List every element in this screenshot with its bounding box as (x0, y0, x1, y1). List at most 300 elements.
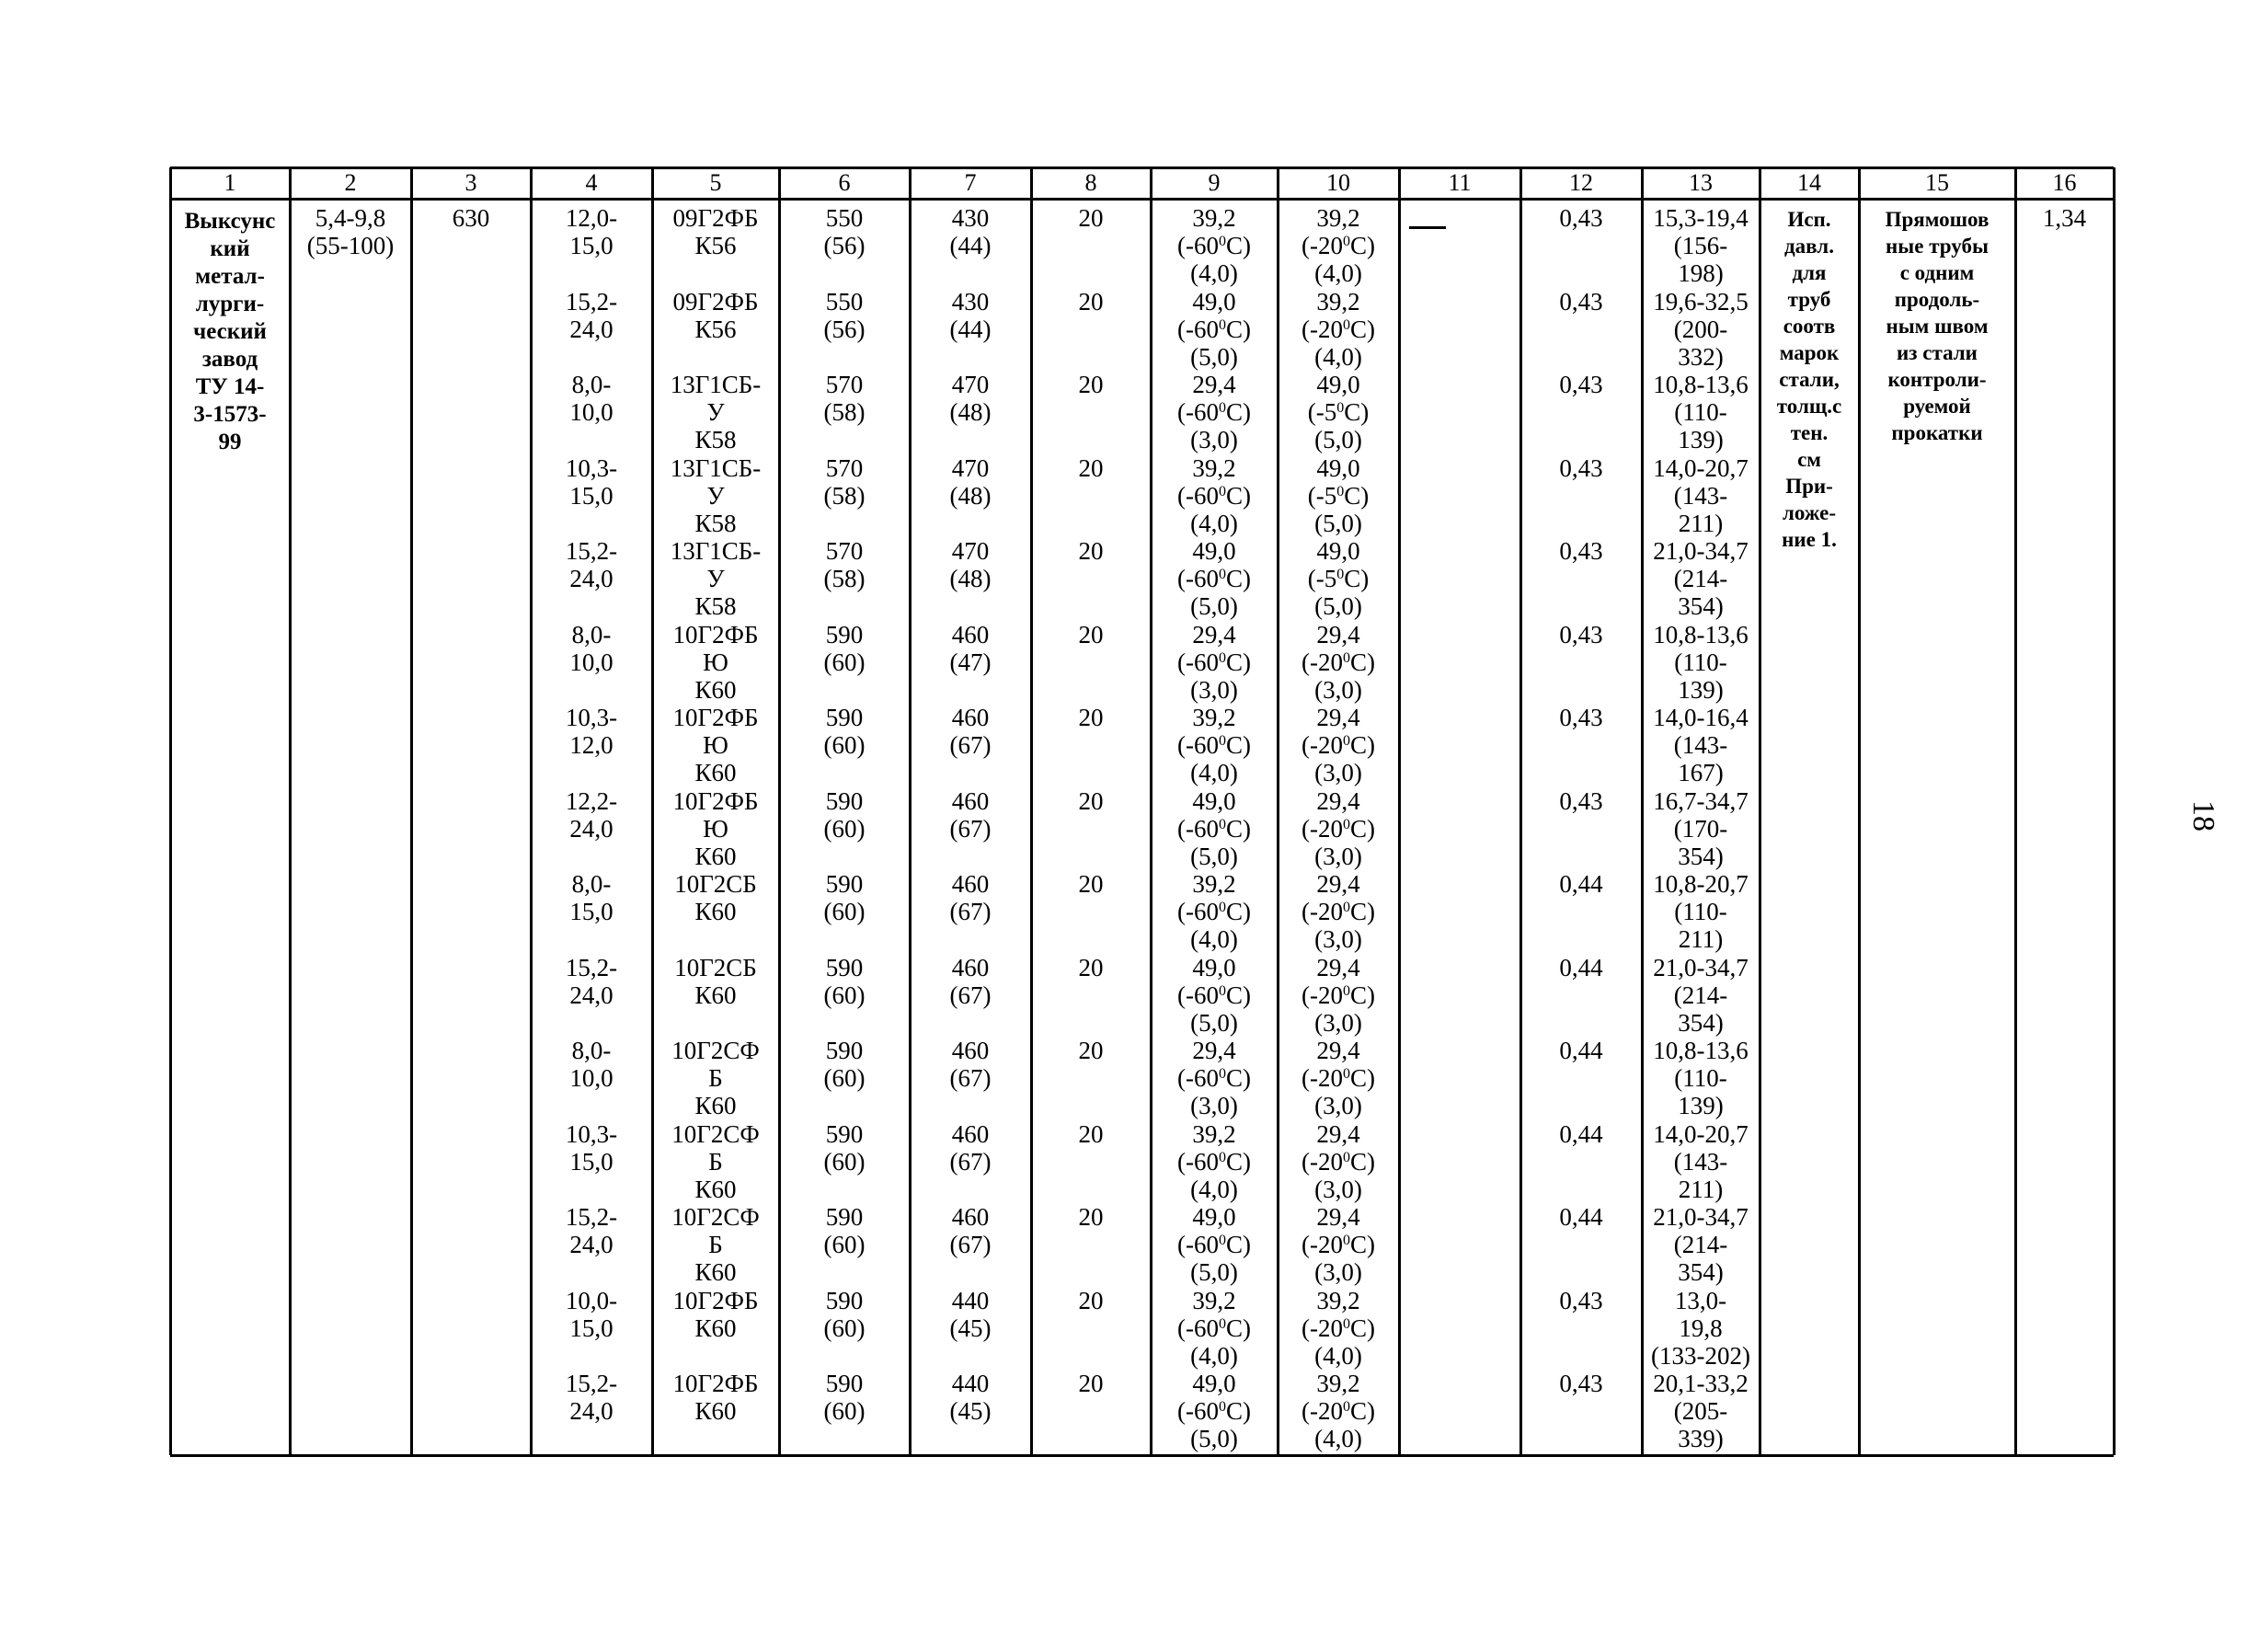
steel-grade-cell-line: К60 (694, 898, 737, 925)
steel-grade-cell (652, 454, 779, 537)
steel-grade-cell-line: Ю (703, 731, 728, 759)
steel-grade-cell (652, 537, 779, 620)
tensile-strength-cell (779, 787, 910, 843)
carbon-equivalent-cell-line: 0,43 (1559, 371, 1603, 398)
yield-strength-cell (910, 1203, 1031, 1258)
impact-kcv-cell-line: (3,0) (1314, 1092, 1362, 1119)
thickness-cell-line: 12,2- (565, 786, 618, 815)
steel-grade-cell-line: Ю (703, 648, 728, 676)
tensile-strength-cell-line: (60) (823, 1231, 866, 1258)
test-pressure-note-cell-line: давл. (1784, 235, 1834, 258)
impact-kcv-cell-line (1278, 1064, 1399, 1092)
test-pressure-cell-line: (214- (1673, 981, 1728, 1009)
elongation-cell (1031, 371, 1151, 398)
impact-kcu-cell-temp: (-60 (1177, 731, 1219, 759)
yield-strength-cell (910, 204, 1031, 259)
steel-grade-cell-line: К56 (694, 232, 737, 259)
impact-kcu-cell (1151, 454, 1278, 537)
steel-grade-cell-line: К58 (694, 426, 737, 453)
tensile-strength-cell (779, 954, 910, 1009)
impact-kcu-cell-line (1151, 398, 1278, 426)
yield-strength-cell (910, 454, 1031, 510)
tensile-strength-cell (779, 870, 910, 925)
temp-unit: C) (1349, 981, 1375, 1009)
degree-sign: 0 (1218, 483, 1226, 499)
test-pressure-note-cell-line: см (1797, 448, 1821, 471)
test-pressure-cell-line: 10,8-13,6 (1653, 371, 1749, 398)
elongation-cell-line: 20 (1078, 371, 1104, 398)
degree-sign: 0 (1218, 234, 1226, 249)
impact-kcv-cell-line: (3,0) (1314, 1258, 1362, 1286)
yield-strength-cell (910, 371, 1031, 426)
degree-sign: 0 (1218, 733, 1226, 749)
manufacturer-cell-line: 3-1573- (193, 402, 267, 427)
impact-kcv-cell-line: (3,0) (1314, 842, 1362, 870)
impact-kcv-cell-temp: (-20 (1302, 981, 1343, 1009)
impact-kcv-cell-temp: (-20 (1302, 232, 1343, 259)
temp-unit: C) (1349, 1231, 1375, 1258)
thickness-cell-line: 8,0- (571, 1037, 612, 1064)
impact-kcv-cell-line: 39,2 (1316, 204, 1360, 232)
impact-kcu-cell-line: (5,0) (1190, 592, 1238, 620)
test-pressure-note-cell-line: марок (1779, 341, 1840, 364)
pipe-description-cell-line: Прямошов (1885, 208, 1990, 231)
carbon-equivalent-cell-line: 0,44 (1559, 1037, 1603, 1064)
test-pressure-cell-line: 20,1-33,2 (1653, 1370, 1749, 1397)
header-cell-9: 9 (1208, 169, 1221, 196)
impact-kcu-cell-line: 29,4 (1192, 620, 1236, 648)
impact-kcu-cell-line: (5,0) (1190, 1425, 1238, 1452)
thickness-cell (531, 204, 652, 259)
elongation-cell-line: 20 (1078, 1203, 1104, 1231)
tensile-strength-cell (779, 204, 910, 259)
yield-strength-cell-line: (45) (949, 1397, 992, 1425)
temp-unit: C) (1349, 731, 1375, 759)
yield-strength-cell-line: (48) (949, 481, 992, 510)
carbon-equivalent-cell (1520, 704, 1642, 731)
pipe-description-cell (1859, 206, 2015, 446)
impact-kcu-cell (1151, 954, 1278, 1037)
temp-unit: C) (1225, 1231, 1251, 1258)
test-pressure-note-cell-line: тен. (1790, 421, 1829, 444)
thickness-cell (531, 288, 652, 343)
temp-unit: C) (1225, 232, 1251, 259)
carbon-equivalent-cell-line: 0,44 (1559, 1203, 1603, 1231)
degree-sign: 0 (1342, 816, 1350, 832)
degree-sign: 0 (1342, 1233, 1350, 1248)
carbon-equivalent-cell (1520, 787, 1642, 815)
impact-kcu-cell-line (1151, 731, 1278, 759)
tensile-strength-cell (779, 371, 910, 426)
thickness-cell-line: 10,3- (565, 1119, 618, 1148)
elongation-cell-line: 20 (1078, 287, 1104, 315)
test-pressure-cell-line: 211) (1678, 925, 1724, 953)
degree-sign: 0 (1218, 900, 1226, 915)
yield-strength-cell (910, 288, 1031, 343)
test-pressure-cell-line: (110- (1674, 648, 1727, 676)
tensile-strength-cell (779, 1037, 910, 1092)
impact-kcu-cell-line (1151, 898, 1278, 925)
steel-grade-cell-line: К60 (694, 842, 737, 870)
steel-grade-cell (652, 621, 779, 704)
impact-kcv-cell-line: (5,0) (1314, 509, 1362, 537)
thickness-cell (531, 787, 652, 843)
impact-kcv-cell (1278, 1120, 1399, 1203)
grid-vline (2113, 167, 2116, 1455)
test-pressure-cell-line: 14,0-16,4 (1653, 704, 1749, 731)
yield-strength-cell-line: (67) (949, 731, 992, 759)
impact-kcu-cell-line: (3,0) (1190, 1092, 1238, 1119)
pipe-description-cell-line: продоль- (1894, 288, 1980, 311)
temp-unit: C) (1225, 814, 1251, 843)
tensile-strength-cell-line: (60) (823, 1397, 866, 1425)
impact-kcv-cell-line: (3,0) (1314, 675, 1362, 704)
steel-grade-cell-line: К60 (694, 675, 737, 704)
yield-strength-cell-line: (67) (949, 1231, 992, 1258)
impact-kcv-cell-line: 29,4 (1316, 620, 1360, 648)
impact-kcv-cell-line: (3,0) (1314, 759, 1362, 786)
thickness-cell-line: 8,0- (571, 870, 612, 898)
yield-strength-cell-line: 460 (951, 704, 990, 731)
yield-strength-cell-line: (67) (949, 898, 992, 925)
carbon-equivalent-cell (1520, 1120, 1642, 1148)
test-pressure-note-cell-line: труб (1787, 288, 1831, 311)
impact-kcu-cell-temp: (-60 (1177, 315, 1219, 343)
impact-kcu-cell (1151, 288, 1278, 371)
elongation-cell (1031, 1287, 1151, 1314)
thickness-cell-line: 8,0- (571, 371, 612, 398)
thickness-cell-line: 15,0 (569, 898, 613, 925)
thickness-cell-line: 15,0 (569, 1147, 613, 1176)
pipe-description-cell-line: руемой (1903, 395, 1971, 418)
test-pressure-note-cell-line: соотв (1783, 315, 1836, 338)
tensile-strength-cell-line: 590 (825, 870, 864, 898)
impact-kcv-cell (1278, 1203, 1399, 1286)
impact-kcv-cell-line (1278, 398, 1399, 426)
degree-sign: 0 (1218, 1066, 1226, 1082)
manufacturer-cell-line: метал- (195, 264, 265, 289)
temp-unit: C) (1225, 898, 1251, 925)
temp-unit: C) (1225, 1064, 1251, 1092)
degree-sign: 0 (1218, 400, 1226, 416)
test-pressure-cell-line: 339) (1678, 1425, 1724, 1452)
yield-strength-cell (910, 1120, 1031, 1176)
manufacturer-cell-line: ческий (193, 319, 267, 344)
tensile-strength-cell-line: 590 (825, 1119, 864, 1148)
steel-grade-cell-line: 10Г2СФ (671, 1203, 760, 1231)
test-pressure-cell-line: 354) (1678, 592, 1724, 620)
carbon-equivalent-cell (1520, 288, 1642, 315)
temp-unit: C) (1225, 731, 1251, 759)
impact-kcv-cell-line (1278, 565, 1399, 592)
carbon-equivalent-cell (1520, 1203, 1642, 1231)
steel-grade-cell-line: 10Г2ФБ (672, 1370, 759, 1397)
tensile-strength-cell-line: (60) (823, 1147, 866, 1176)
thickness-cell-line: 24,0 (569, 814, 613, 843)
impact-kcv-cell (1278, 704, 1399, 786)
steel-grade-cell-line: 10Г2ФБ (672, 1286, 759, 1314)
degree-sign: 0 (1336, 400, 1345, 416)
degree-sign: 0 (1342, 649, 1350, 666)
carbon-equivalent-cell (1520, 1287, 1642, 1314)
thickness-cell-line: 10,3- (565, 453, 618, 482)
impact-kcu-cell-line: 49,0 (1192, 1370, 1236, 1397)
impact-kcu-cell-line: 49,0 (1192, 287, 1236, 315)
temp-unit: C) (1349, 1397, 1375, 1425)
yield-strength-cell-line: 460 (951, 786, 990, 815)
header-cell-14: 14 (1797, 169, 1821, 196)
yield-strength-cell-line: (67) (949, 814, 992, 843)
steel-grade-cell (652, 787, 779, 870)
test-pressure-note-cell-line: стали, (1779, 368, 1840, 391)
tensile-strength-cell-line: 570 (825, 371, 864, 398)
header-cell-11: 11 (1448, 169, 1472, 196)
test-pressure-cell-line: (205- (1673, 1397, 1728, 1425)
impact-kcv-cell-line: 39,2 (1316, 1370, 1360, 1397)
test-pressure-cell-line: 354) (1678, 1258, 1724, 1286)
wall-thickness-range-cell-line: 5,4-9,8 (315, 204, 386, 232)
impact-kcv-cell (1278, 621, 1399, 704)
impact-kcu-cell (1151, 870, 1278, 953)
yield-strength-cell-line: 440 (951, 1370, 990, 1397)
col11-dash (1409, 226, 1446, 229)
tensile-strength-cell-line: (60) (823, 981, 866, 1009)
impact-kcv-cell-line (1278, 815, 1399, 843)
impact-kcu-cell-line: 49,0 (1192, 537, 1236, 565)
coefficient-cell (2015, 204, 2114, 232)
temp-unit: C) (1344, 481, 1370, 510)
thickness-cell (531, 454, 652, 510)
thickness-cell-line: 24,0 (569, 565, 613, 592)
steel-grade-cell-line: К56 (694, 315, 737, 343)
coefficient-cell-line: 1,34 (2042, 204, 2087, 232)
header-cell-16: 16 (2052, 169, 2077, 196)
yield-strength-cell (910, 954, 1031, 1009)
test-pressure-cell-line: 139) (1678, 426, 1724, 453)
carbon-equivalent-cell-line: 0,43 (1559, 537, 1603, 565)
yield-strength-cell (910, 537, 1031, 592)
test-pressure-cell-line: 211) (1678, 509, 1724, 537)
test-pressure-cell-line: (143- (1673, 1147, 1728, 1176)
test-pressure-cell-line: 139) (1678, 1092, 1724, 1119)
steel-grade-cell-line: Б (708, 1147, 723, 1176)
impact-kcu-cell-line: 49,0 (1192, 1203, 1236, 1231)
impact-kcv-cell-line: 39,2 (1316, 1286, 1360, 1314)
impact-kcu-cell (1151, 537, 1278, 620)
thickness-cell (531, 1120, 652, 1176)
steel-grade-cell-line: К60 (694, 1397, 737, 1425)
degree-sign: 0 (1336, 483, 1345, 499)
test-pressure-cell-line: 10,8-20,7 (1653, 870, 1749, 898)
pipe-description-cell-line: ным швом (1886, 315, 1989, 338)
thickness-cell-line: 8,0- (571, 620, 612, 648)
steel-grade-cell-line: У (706, 565, 725, 592)
wall-thickness-range-cell-line: (55-100) (306, 232, 395, 259)
impact-kcv-cell (1278, 1287, 1399, 1370)
tensile-strength-cell-line: 550 (825, 204, 864, 232)
diameter-cell (411, 204, 531, 232)
impact-kcu-cell-line: 39,2 (1192, 1286, 1236, 1314)
thickness-cell-line: 12,0 (569, 731, 613, 759)
tensile-strength-cell (779, 288, 910, 343)
impact-kcu-cell-temp: (-60 (1177, 898, 1219, 925)
impact-kcv-cell-line: (4,0) (1314, 1425, 1362, 1452)
test-pressure-note-cell-line: Исп. (1787, 208, 1831, 231)
impact-kcu-cell-temp: (-60 (1177, 981, 1219, 1009)
carbon-equivalent-cell-line: 0,43 (1559, 620, 1603, 648)
yield-strength-cell (910, 787, 1031, 843)
test-pressure-note-cell-line: для (1792, 261, 1827, 284)
steel-grade-cell-line: 13Г1СБ- (670, 537, 762, 565)
yield-strength-cell-line: 460 (951, 953, 990, 981)
impact-kcv-cell-line (1278, 1397, 1399, 1425)
impact-kcu-cell-temp: (-60 (1177, 398, 1219, 426)
test-pressure-cell (1642, 537, 1760, 620)
impact-kcu-cell-line: (5,0) (1190, 342, 1238, 371)
tensile-strength-cell-line: (60) (823, 1314, 866, 1342)
impact-kcu-cell-line (1151, 315, 1278, 343)
steel-grade-cell (652, 371, 779, 453)
impact-kcv-cell-line: 39,2 (1316, 287, 1360, 315)
yield-strength-cell (910, 1037, 1031, 1092)
impact-kcu-cell-line: (5,0) (1190, 842, 1238, 870)
test-pressure-cell (1642, 870, 1760, 953)
impact-kcv-cell-line (1278, 482, 1399, 510)
test-pressure-cell-line: (133-202) (1651, 1341, 1750, 1370)
impact-kcu-cell-line: 49,0 (1192, 786, 1236, 815)
impact-kcu-cell-temp: (-60 (1177, 565, 1219, 592)
thickness-cell-line: 10,0 (569, 1064, 613, 1092)
yield-strength-cell-line: 430 (951, 204, 990, 232)
carbon-equivalent-cell-line: 0,43 (1559, 1286, 1603, 1314)
yield-strength-cell-line: 460 (951, 1203, 990, 1231)
degree-sign: 0 (1218, 982, 1226, 999)
impact-kcu-cell-line: (4,0) (1190, 925, 1238, 953)
impact-kcu-cell-line: (4,0) (1190, 1341, 1238, 1370)
impact-kcu-cell-line: (5,0) (1190, 1258, 1238, 1286)
yield-strength-cell-line: 460 (951, 620, 990, 648)
temp-unit: C) (1344, 398, 1370, 426)
test-pressure-note-cell-line: При- (1785, 475, 1833, 498)
test-pressure-cell (1642, 704, 1760, 786)
yield-strength-cell-line: (67) (949, 1147, 992, 1176)
impact-kcv-cell-temp: (-20 (1302, 898, 1343, 925)
test-pressure-cell-line: 19,6-32,5 (1653, 287, 1749, 315)
yield-strength-cell-line: (45) (949, 1314, 992, 1342)
steel-grade-cell-line: К60 (694, 1092, 737, 1119)
temp-unit: C) (1349, 1314, 1375, 1342)
impact-kcv-cell-temp: (-5 (1307, 565, 1337, 592)
thickness-cell (531, 954, 652, 1009)
test-pressure-cell-line: (200- (1673, 315, 1728, 343)
steel-grade-cell (652, 288, 779, 343)
impact-kcu-cell (1151, 1203, 1278, 1286)
impact-kcv-cell (1278, 371, 1399, 453)
test-pressure-cell-line: 21,0-34,7 (1653, 537, 1749, 565)
impact-kcu-cell-line: (4,0) (1190, 259, 1238, 287)
temp-unit: C) (1349, 315, 1375, 343)
steel-grade-cell-line: К60 (694, 981, 737, 1009)
impact-kcv-cell (1278, 954, 1399, 1037)
test-pressure-cell (1642, 1203, 1760, 1286)
temp-unit: C) (1344, 565, 1370, 592)
impact-kcv-cell-line (1278, 1148, 1399, 1176)
impact-kcv-cell-line: (4,0) (1314, 259, 1362, 287)
impact-kcv-cell-line (1278, 731, 1399, 759)
tensile-strength-cell (779, 1120, 910, 1176)
impact-kcv-cell-line (1278, 315, 1399, 343)
degree-sign: 0 (1342, 733, 1350, 749)
impact-kcv-cell-line: (4,0) (1314, 342, 1362, 371)
impact-kcv-cell-line: (3,0) (1314, 1175, 1362, 1203)
impact-kcu-cell-line: 29,4 (1192, 371, 1236, 398)
impact-kcv-cell-line: 29,4 (1316, 953, 1360, 981)
manufacturer-cell-line: ТУ 14- (195, 374, 265, 399)
carbon-equivalent-cell-line: 0,44 (1559, 953, 1603, 981)
tensile-strength-cell-line: 590 (825, 786, 864, 815)
impact-kcv-cell-line: (5,0) (1314, 592, 1362, 620)
impact-kcu-cell-temp: (-60 (1177, 1064, 1219, 1092)
impact-kcu-cell-line: 39,2 (1192, 870, 1236, 898)
test-pressure-cell-line: 21,0-34,7 (1653, 1203, 1749, 1231)
steel-grade-cell (652, 1287, 779, 1342)
table (170, 167, 2114, 1455)
yield-strength-cell-line: (67) (949, 981, 992, 1009)
elongation-cell (1031, 288, 1151, 315)
thickness-cell-line: 24,0 (569, 1231, 613, 1258)
test-pressure-cell-line: 332) (1678, 342, 1724, 371)
impact-kcu-cell-line: 49,0 (1192, 953, 1236, 981)
header-cell-8: 8 (1084, 169, 1097, 196)
steel-grade-cell-line: К60 (694, 1314, 737, 1342)
test-pressure-cell (1642, 621, 1760, 704)
test-pressure-cell-line: (214- (1673, 1231, 1728, 1258)
temp-unit: C) (1225, 1314, 1251, 1342)
degree-sign: 0 (1342, 316, 1350, 333)
carbon-equivalent-cell-line: 0,43 (1559, 786, 1603, 815)
carbon-equivalent-cell-line: 0,43 (1559, 704, 1603, 731)
test-pressure-cell-line: 139) (1678, 675, 1724, 704)
temp-unit: C) (1349, 1147, 1375, 1176)
pipe-description-cell-line: контроли- (1887, 368, 1987, 391)
tensile-strength-cell-line: (60) (823, 731, 866, 759)
degree-sign: 0 (1342, 982, 1350, 999)
header-cell-1: 1 (224, 169, 236, 196)
impact-kcu-cell-line: 39,2 (1192, 204, 1236, 232)
tensile-strength-cell (779, 704, 910, 759)
impact-kcv-cell-temp: (-20 (1302, 315, 1343, 343)
temp-unit: C) (1225, 981, 1251, 1009)
yield-strength-cell-line: 460 (951, 1037, 990, 1064)
elongation-cell-line: 20 (1078, 1286, 1104, 1314)
yield-strength-cell-line: 470 (951, 537, 990, 565)
header-cell-3: 3 (464, 169, 477, 196)
manufacturer-cell-line: Выксунс (184, 209, 276, 234)
impact-kcu-cell (1151, 621, 1278, 704)
yield-strength-cell (910, 1370, 1031, 1425)
steel-grade-cell-line: 10Г2СФ (671, 1119, 760, 1148)
tensile-strength-cell (779, 537, 910, 592)
tensile-strength-cell-line: (60) (823, 898, 866, 925)
test-pressure-cell (1642, 1037, 1760, 1119)
thickness-cell-line: 10,0- (565, 1286, 618, 1314)
test-pressure-cell (1642, 371, 1760, 453)
thickness-cell-line: 15,2- (565, 953, 618, 981)
impact-kcu-cell-temp: (-60 (1177, 1397, 1219, 1425)
elongation-cell-line: 20 (1078, 870, 1104, 898)
impact-kcv-cell-line: 29,4 (1316, 870, 1360, 898)
header-cell-15: 15 (1925, 169, 1949, 196)
